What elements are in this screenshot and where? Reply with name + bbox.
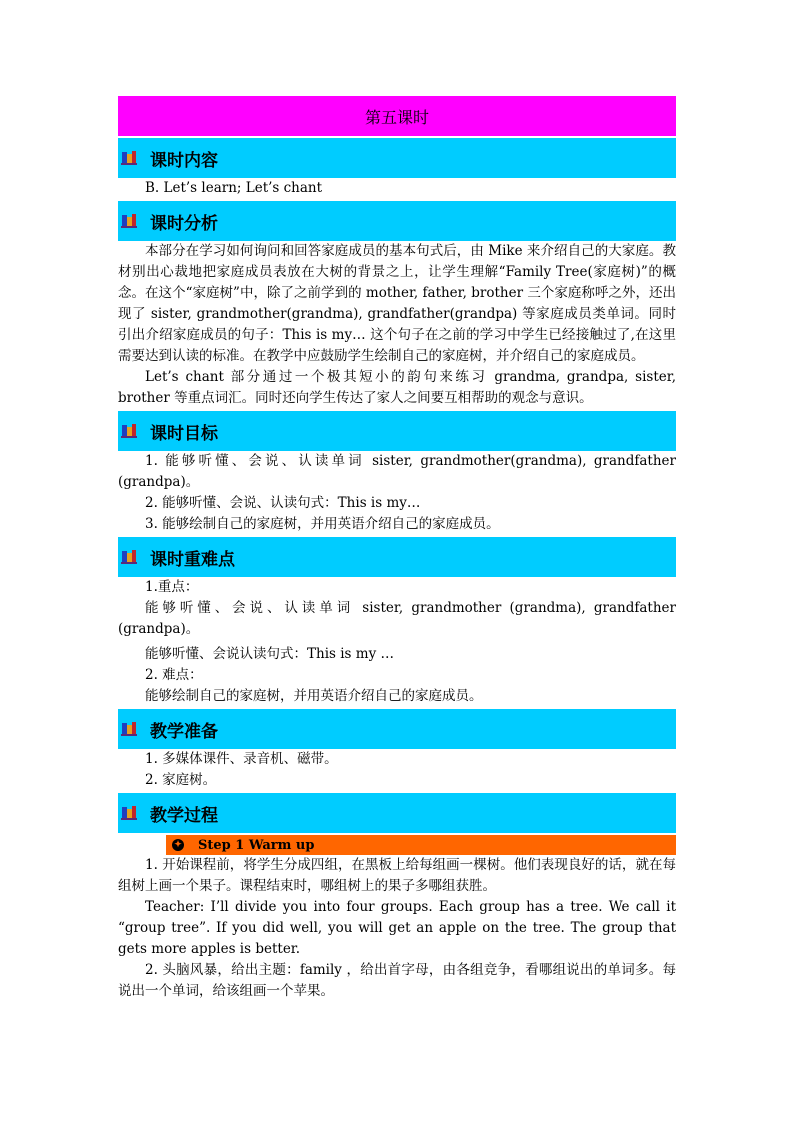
process-paragraph: 1. 开始课程前，将学生分成四组，在黑板上给每组画一棵树。他们表现良好的话，就在每组树上画一个果子。课程结束时，哪组树上的果子多哪组获胜。	[118, 857, 676, 894]
process-paragraph: 2. 头脑风暴，给出主题：family ，给出首字母，由各组竞争，看哪组说出的单词多。每说出一个单词，给该组画一个苹果。	[118, 962, 676, 999]
goal-item: 2. 能够听懂、会说、认读句式：This is my…	[145, 495, 421, 511]
analysis-paragraph: 本部分在学习如何询问和回答家庭成员的基本句式后，由 Mike 来介绍自己的大家庭。教材别出心裁地把家庭成员表放在大树的背景之上，让学生理解“Family Tree(家庭树)”的概念。在这个“家庭树”中，除了之前学到的 mother, father, brother 三个家庭称呼之外，还出现了 sister, grandmother(grandma), grandfather(grandpa) 等家庭成员类单词。同时引出介绍家庭成员的句子：This is my… 这个句子在之前的学习中学生已经接触过了,在这里需要达到认读的标准。在教学中应鼓励学生绘制自己的家庭树，并介绍自己的家庭成员。	[118, 243, 676, 364]
section-heading: 教学准备	[150, 721, 218, 742]
books-icon	[122, 424, 136, 438]
section-header-analysis	[118, 201, 676, 241]
books-icon	[122, 550, 136, 564]
lesson-page	[118, 96, 676, 1002]
content-line: B. Let’s learn; Let’s chant	[145, 180, 323, 196]
analysis-paragraph: Let’s chant 部分通过一个极其短小的韵句来练习 grandma, grandpa, sister, brother 等重点词汇。同时还向学生传达了家人之间要互相帮助的观念与意识。	[118, 369, 676, 406]
step-header	[166, 835, 676, 855]
section-header-process	[118, 793, 676, 833]
section-heading: 课时重难点	[150, 549, 235, 570]
preparation-item: 1. 多媒体课件、录音机、磁带。	[145, 751, 338, 767]
key-label: 1.重点：	[145, 579, 199, 595]
books-icon	[122, 214, 136, 228]
section-heading: 教学过程	[150, 805, 218, 826]
books-icon	[122, 722, 136, 736]
section-header-preparation	[118, 709, 676, 749]
section-heading: 课时分析	[150, 213, 218, 234]
page-title: 第五课时	[118, 96, 676, 136]
step-label: Step 1 Warm up	[198, 837, 315, 853]
key-line: 能够听懂、会说认读句式：This is my …	[145, 646, 394, 662]
difficult-label: 2. 难点：	[145, 667, 203, 683]
goal-item: 1. 能够听懂、会说、认读单词 sister, grandmother(grandma), grandfather (grandpa)。	[118, 453, 676, 490]
preparation-item: 2. 家庭树。	[145, 772, 217, 788]
books-icon	[122, 151, 136, 165]
circle-star-icon: ✦	[172, 839, 184, 851]
section-heading: 课时内容	[150, 150, 218, 171]
section-header-goals	[118, 411, 676, 451]
section-heading: 课时目标	[150, 423, 218, 444]
section-header-content	[118, 138, 676, 178]
process-paragraph: Teacher: I’ll divide you into four groups. Each group has a tree. We call it “group tree”. If you did well, you will get an apple on the tree. The group that gets more apples is better.	[118, 899, 676, 957]
books-icon	[122, 806, 136, 820]
section-header-key-points	[118, 537, 676, 577]
key-line: 能够听懂、会说、认读单词 sister, grandmother (grandma), grandfather (grandpa)。	[118, 600, 676, 637]
goal-item: 3. 能够绘制自己的家庭树，并用英语介绍自己的家庭成员。	[145, 516, 500, 532]
difficult-line: 能够绘制自己的家庭树，并用英语介绍自己的家庭成员。	[145, 688, 483, 704]
